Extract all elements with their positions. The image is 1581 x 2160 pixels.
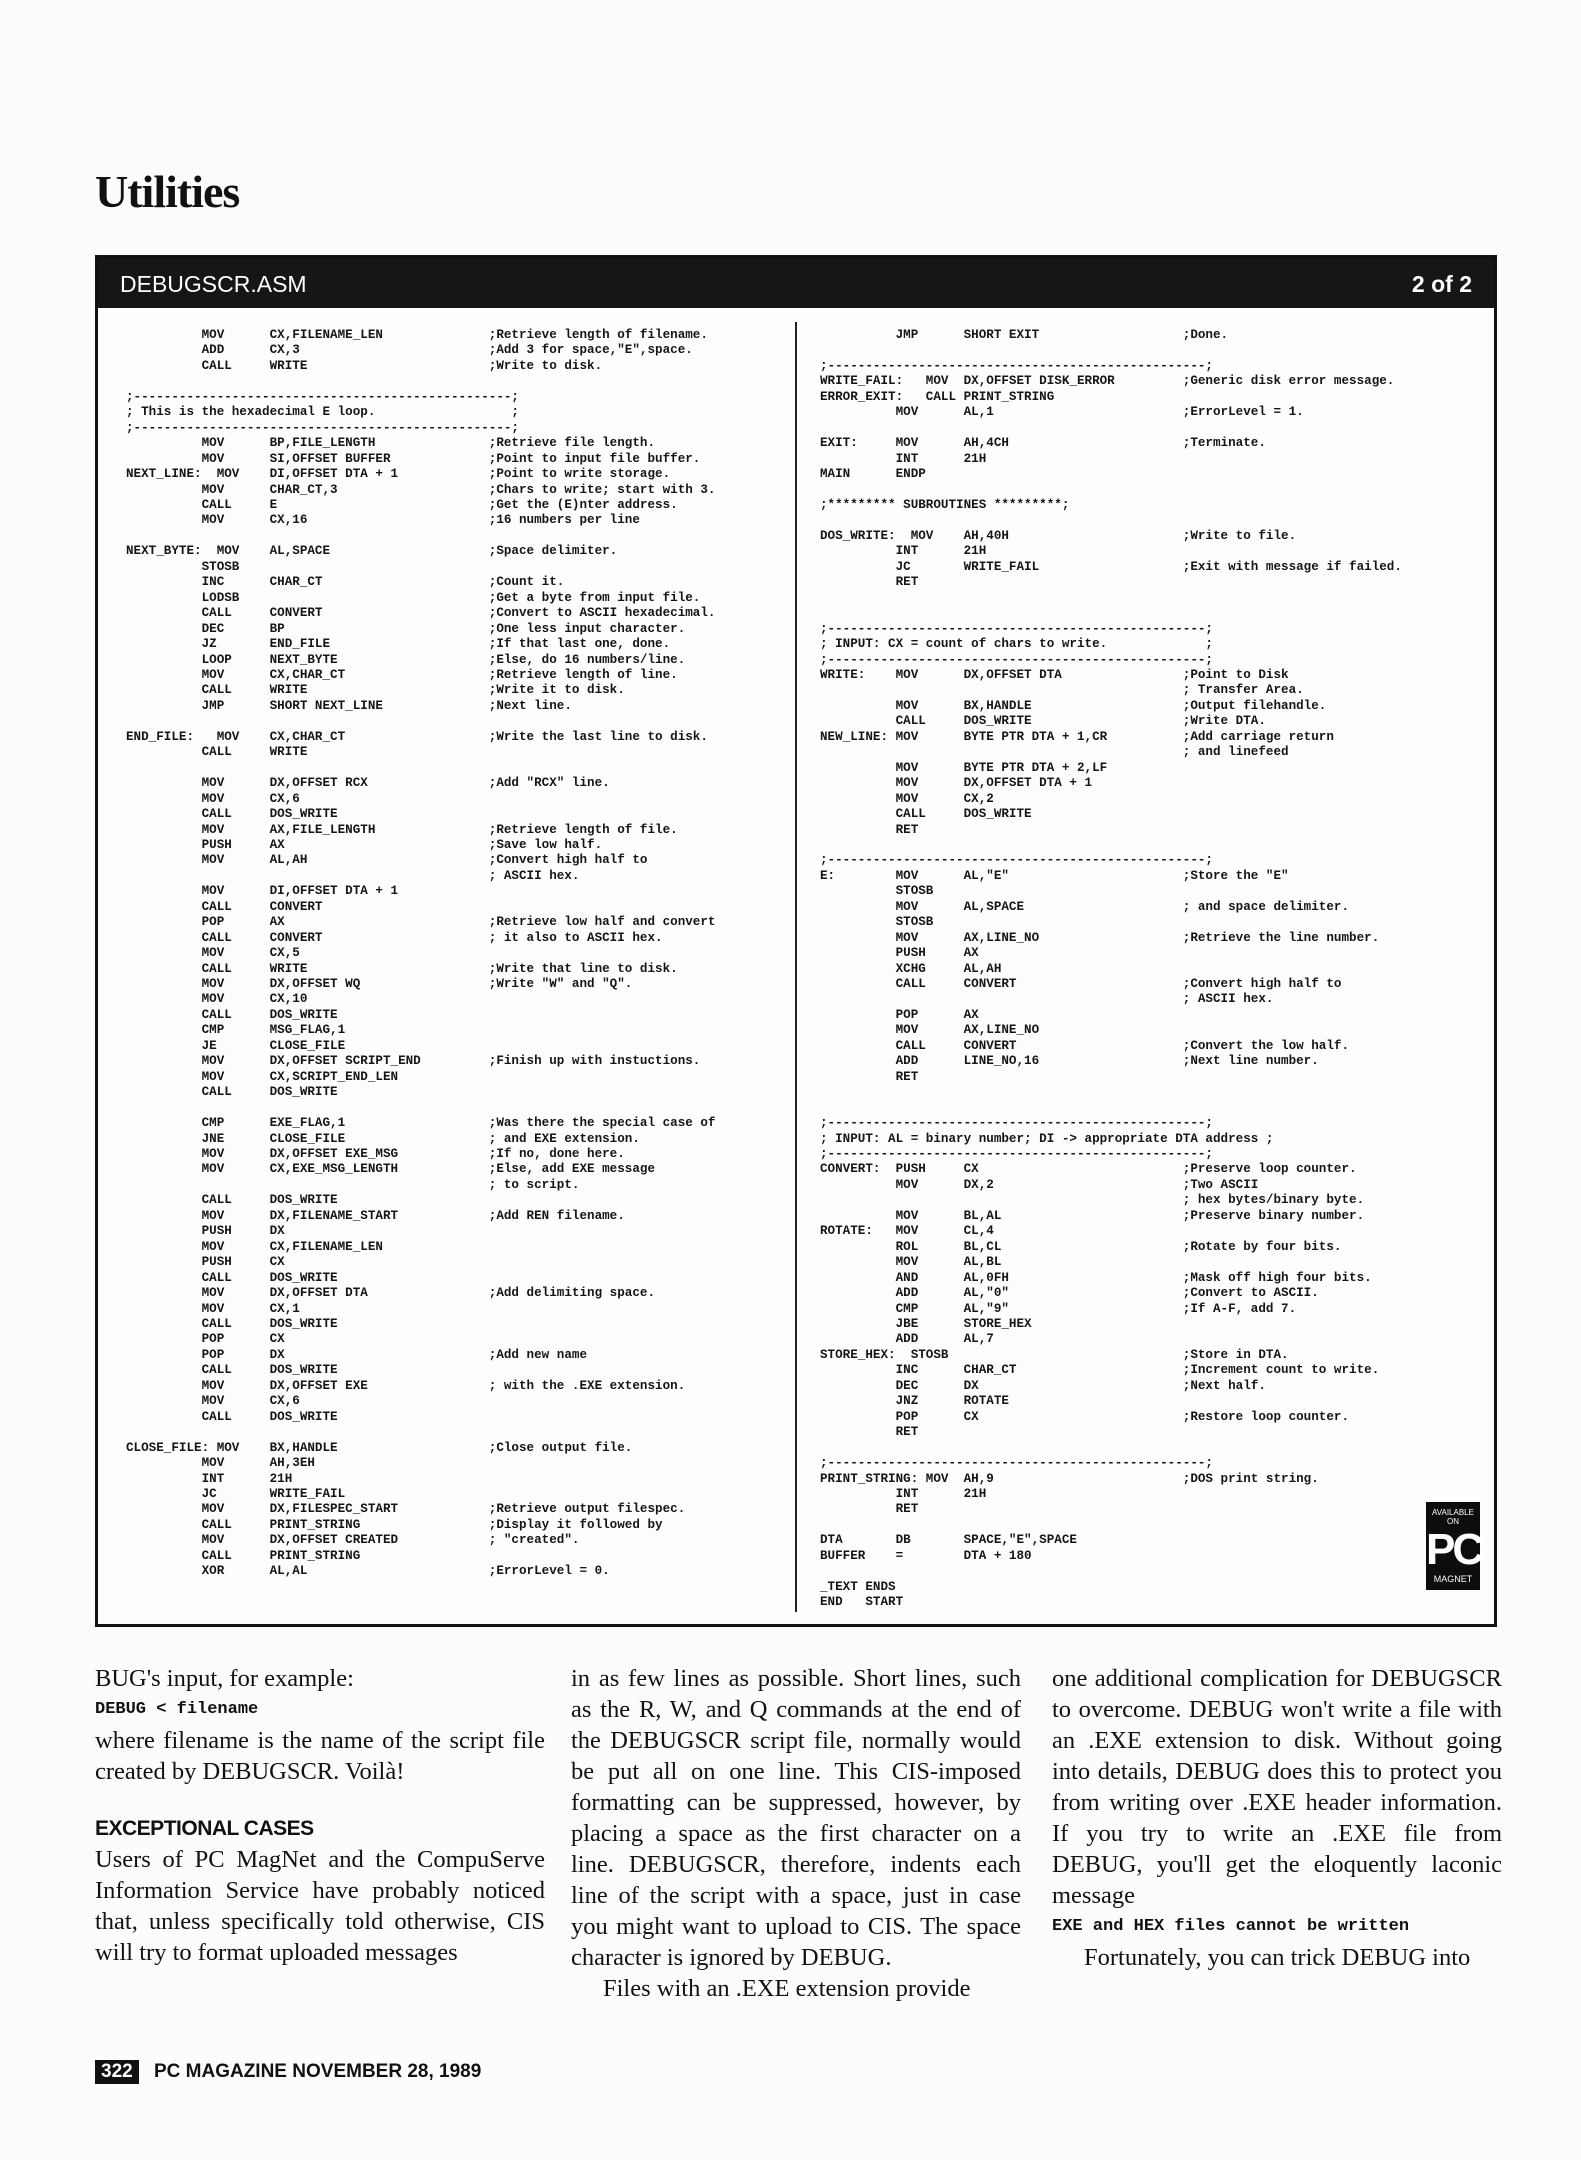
article-column-3 [1052,1663,1502,1973]
code-column-right: JMP SHORT EXIT ;Done. ;--------------------------------------------------; WRITE_FAIL: MOV DX,OFFSET DISK_ERROR ;Generic disk error message. ERROR_EXIT: CALL PRINT_STRING MOV AL,1 ;ErrorLevel = 1. EXIT: MOV AH,4CH ;Terminate. INT 21H MAIN ENDP ;********* SUBROUTINES *********; DOS_WRITE: MOV AH,40H ;Write to file. INT 21H JC WRITE_FAIL ;Exit with message if failed. RET ;--------------------------------------------------; ; INPUT: CX = count of chars to write. ; ;--------------------------------------------------; WRITE: MOV DX,OFFSET DTA ;Point to Disk ; Transfer Area. MOV BX,HANDLE ;Output filehandle. CALL DOS_WRITE ;Write DTA. NEW_LINE: MOV BYTE PTR DTA + 1,CR ;Add carriage return ; and linefeed MOV BYTE PTR DTA + 2,LF MOV DX,OFFSET DTA + 1 MOV CX,2 CALL DOS_WRITE RET ;--------------------------------------------------; E: MOV AL,"E" ;Store the "E" STOSB MOV AL,SPACE ; and space delimiter. STOSB MOV AX,LINE_NO ;Retrieve the line number. PUSH AX XCHG AL,AH CALL CONVERT ;Convert high half to ; ASCII hex. POP AX MOV AX,LINE_NO CALL CONVERT ;Convert the low half. ADD LINE_NO,16 ;Next line number. RET ;--------------------------------------------------; ; INPUT: AL = binary number; DI -> appropriate DTA address ; ;--------------------------------------------------; CONVERT: PUSH CX ;Preserve loop counter. MOV DX,2 ;Two ASCII ; hex bytes/binary byte. MOV BL,AL ;Preserve binary number. ROTATE: MOV CL,4 ROL BL,CL ;Rotate by four bits. MOV AL,BL AND AL,0FH ;Mask off high four bits. ADD AL,"0" ;Convert to ASCII. CMP AL,"9" ;If A-F, add 7. JBE STORE_HEX ADD AL,7 STORE_HEX: STOSB ;Store in DTA. INC CHAR_CT ;Increment count to write. DEC DX ;Next half. JNZ ROTATE POP CX ;Restore loop counter. RET ;--------------------------------------------------; PRINT_STRING: MOV AH,9 ;DOS print string. INT 21H RET DTA DB SPACE,"E",SPACE BUFFER = DTA + 180 _TEXT ENDS END START [820,328,1402,1610]
paragraph: in as few lines as possible. Short lines, such as the R, W, and Q commands at the end of the DEBUGSCR script file, normally would be put all on one line. This CIS-imposed formatting can be suppressed, however, by placing a space as the first character on a line. DEBUGSCR, therefore, indents each line of the script with a space, just in case you might want to upload to CIS. The space character is ignored by DEBUG. [571,1665,1021,1971]
article-column-2 [571,1663,1021,2004]
section-title: Utilities [95,166,240,217]
paragraph: Fortunately, you can trick DEBUG into [1084,1944,1471,1971]
paragraph: one additional complication for DEBUGSCR to overcome. DEBUG won't write a file with an .EXE extension to disk. Without going into details, DEBUG does this to protect you from writing over .EXE header information. If you try to write an .EXE file from DEBUG, you'll get the eloquently laconic message [1052,1665,1502,1909]
code-listing-box [95,255,1497,1627]
code-example: EXE and HEX files cannot be written [1052,1917,1410,1936]
code-example: DEBUG < filename [95,1700,259,1719]
column-divider [795,322,797,1612]
paragraph: Users of PC MagNet and the CompuServe Information Service have probably noticed that, unless specifically told otherwise, CIS will try to format uploaded messages [95,1846,545,1966]
issue-date: NOVEMBER 28, 1989 [292,2061,482,2082]
badge-bottom-text: MAGNET [1433,1574,1473,1584]
badge-top-text: AVAILABLE ON [1432,1508,1474,1526]
page-number: 322 [95,2060,139,2084]
subheading: EXCEPTIONAL CASES [95,1817,314,1840]
paragraph: Files with an .EXE extension provide [603,1975,971,2002]
paragraph: where filename is the name of the script file created by DEBUGSCR. Voilà! [95,1727,545,1785]
publication-name: PC MAGAZINE [153,2061,287,2082]
pc-magnet-logo [1426,1502,1480,1590]
listing-title: DEBUGSCR.ASM [120,271,307,297]
listing-header [98,258,1494,308]
page-footer [95,2060,481,2084]
article-column-1 [95,1663,545,1968]
paragraph: BUG's input, for example: [95,1665,354,1692]
listing-page-indicator: 2 of 2 [1411,271,1472,297]
badge-logo-text: PC [1426,1525,1482,1574]
code-column-left: MOV CX,FILENAME_LEN ;Retrieve length of filename. ADD CX,3 ;Add 3 for space,"E",space. CALL WRITE ;Write to disk. ;--------------------------------------------------; ; This is the hexadecimal E loop. ; ;--------------------------------------------------; MOV BP,FILE_LENGTH ;Retrieve file length. MOV SI,OFFSET BUFFER ;Point to input file buffer. NEXT_LINE: MOV DI,OFFSET DTA + 1 ;Point to write storage. MOV CHAR_CT,3 ;Chars to write; start with 3. CALL E ;Get the (E)nter address. MOV CX,16 ;16 numbers per line NEXT_BYTE: MOV AL,SPACE ;Space delimiter. STOSB INC CHAR_CT ;Count it. LODSB ;Get a byte from input file. CALL CONVERT ;Convert to ASCII hexadecimal. DEC BP ;One less input character. JZ END_FILE ;If that last one, done. LOOP NEXT_BYTE ;Else, do 16 numbers/line. MOV CX,CHAR_CT ;Retrieve length of line. CALL WRITE ;Write it to disk. JMP SHORT NEXT_LINE ;Next line. END_FILE: MOV CX,CHAR_CT ;Write the last line to disk. CALL WRITE MOV DX,OFFSET RCX ;Add "RCX" line. MOV CX,6 CALL DOS_WRITE MOV AX,FILE_LENGTH ;Retrieve length of file. PUSH AX ;Save low half. MOV AL,AH ;Convert high half to ; ASCII hex. MOV DI,OFFSET DTA + 1 CALL CONVERT POP AX ;Retrieve low half and convert CALL CONVERT ; it also to ASCII hex. MOV CX,5 CALL WRITE ;Write that line to disk. MOV DX,OFFSET WQ ;Write "W" and "Q". MOV CX,10 CALL DOS_WRITE CMP MSG_FLAG,1 JE CLOSE_FILE MOV DX,OFFSET SCRIPT_END ;Finish up with instuctions. MOV CX,SCRIPT_END_LEN CALL DOS_WRITE CMP EXE_FLAG,1 ;Was there the special case of JNE CLOSE_FILE ; and EXE extension. MOV DX,OFFSET EXE_MSG ;If no, done here. MOV CX,EXE_MSG_LENGTH ;Else, add EXE message ; to script. CALL DOS_WRITE MOV DX,FILENAME_START ;Add REN filename. PUSH DX MOV CX,FILENAME_LEN PUSH CX CALL DOS_WRITE MOV DX,OFFSET DTA ;Add delimiting space. MOV CX,1 CALL DOS_WRITE POP CX POP DX ;Add new name CALL DOS_WRITE MOV DX,OFFSET EXE ; with the .EXE extension. MOV CX,6 CALL DOS_WRITE CLOSE_FILE: MOV BX,HANDLE ;Close output file. MOV AH,3EH INT 21H JC WRITE_FAIL MOV DX,FILESPEC_START ;Retrieve output filespec. CALL PRINT_STRING ;Display it followed by MOV DX,OFFSET CREATED ; "created". CALL PRINT_STRING XOR AL,AL ;ErrorLevel = 0. [126,328,716,1579]
